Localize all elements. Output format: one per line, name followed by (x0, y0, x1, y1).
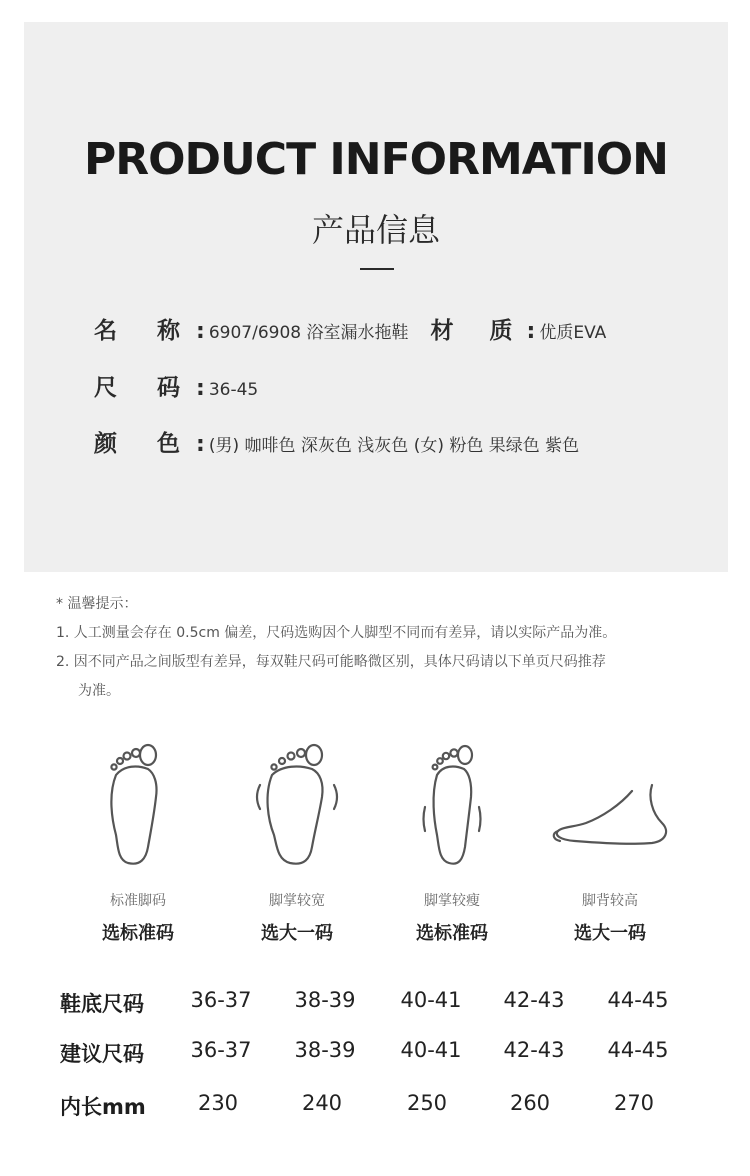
foot-standard-icon (98, 735, 178, 870)
material-colon: : (526, 319, 536, 344)
foot-standard (58, 735, 218, 870)
note-line-2-cont: 为准。 (78, 683, 120, 699)
product-info-panel (24, 22, 728, 572)
name-label: 名 称 (94, 318, 197, 344)
info-row-color (94, 425, 579, 458)
row-label-sole-size: 鞋底尺码 (60, 992, 144, 1016)
table-cell: 250 (406, 1091, 448, 1115)
info-row-name (94, 312, 606, 345)
foot-high-instep-advice: 选大一码 (574, 923, 646, 944)
material-value: 优质EVA (539, 323, 607, 343)
foot-wide-caption: 脚掌较宽 (269, 893, 325, 909)
foot-narrow-advice: 选标准码 (416, 923, 488, 944)
foot-standard-caption: 标准脚码 (110, 893, 166, 909)
name-colon: : (196, 319, 205, 344)
color-colon: : (196, 432, 205, 457)
heading-divider (360, 268, 394, 270)
table-row-recommended-size (0, 1038, 750, 1078)
table-cell: 240 (301, 1091, 343, 1115)
material-label: 材 质 (430, 318, 527, 344)
table-cell: 36-37 (190, 988, 252, 1012)
color-label: 颜 色 (94, 431, 197, 457)
heading-english: PRODUCT INFORMATION (84, 134, 668, 185)
table-cell: 36-37 (190, 1038, 252, 1062)
table-row-inner-length (0, 1091, 750, 1131)
heading-chinese: 产品信息 (311, 211, 440, 249)
row-label-inner-length: 内长mm (60, 1095, 146, 1119)
foot-high-instep (530, 735, 690, 870)
foot-standard-advice: 选标准码 (102, 923, 174, 944)
foot-wide-advice: 选大一码 (261, 923, 333, 944)
notes-heading: * 温馨提示： (56, 596, 138, 612)
size-value: 36-45 (208, 380, 259, 400)
table-cell: 230 (197, 1091, 239, 1115)
note-line-2: 2. 因不同产品之间版型有差异，每双鞋尺码可能略微区别，具体尺码请以下单页尺码推荐 (56, 654, 606, 670)
foot-narrow-icon (407, 735, 497, 870)
table-cell: 40-41 (400, 1038, 462, 1062)
info-row-size (94, 369, 258, 402)
foot-wide-icon (252, 735, 342, 870)
table-cell: 42-43 (503, 1038, 565, 1062)
size-colon: : (196, 376, 205, 401)
table-cell: 38-39 (294, 1038, 356, 1062)
color-value: (男) 咖啡色 深灰色 浅灰色 (女) 粉色 果绿色 紫色 (208, 436, 580, 456)
table-cell: 44-45 (607, 1038, 669, 1062)
table-cell: 42-43 (503, 988, 565, 1012)
row-label-recommended-size: 建议尺码 (60, 1042, 144, 1066)
foot-high-instep-icon (540, 735, 680, 870)
table-cell: 260 (509, 1091, 551, 1115)
table-cell: 44-45 (607, 988, 669, 1012)
table-cell: 40-41 (400, 988, 462, 1012)
foot-narrow (372, 735, 532, 870)
foot-high-instep-caption: 脚背较高 (582, 893, 638, 909)
table-cell: 270 (613, 1091, 655, 1115)
foot-narrow-caption: 脚掌较瘦 (424, 893, 480, 909)
name-value: 6907/6908 浴室漏水拖鞋 (208, 323, 409, 343)
size-notes (56, 590, 616, 706)
table-row-sole-size (0, 988, 750, 1028)
foot-wide (217, 735, 377, 870)
note-line-1: 1. 人工测量会存在 0.5cm 偏差，尺码选购因个人脚型不同而有差异，请以实际产品为准。 (56, 625, 617, 641)
table-cell: 38-39 (294, 988, 356, 1012)
size-label: 尺 码 (94, 375, 197, 401)
